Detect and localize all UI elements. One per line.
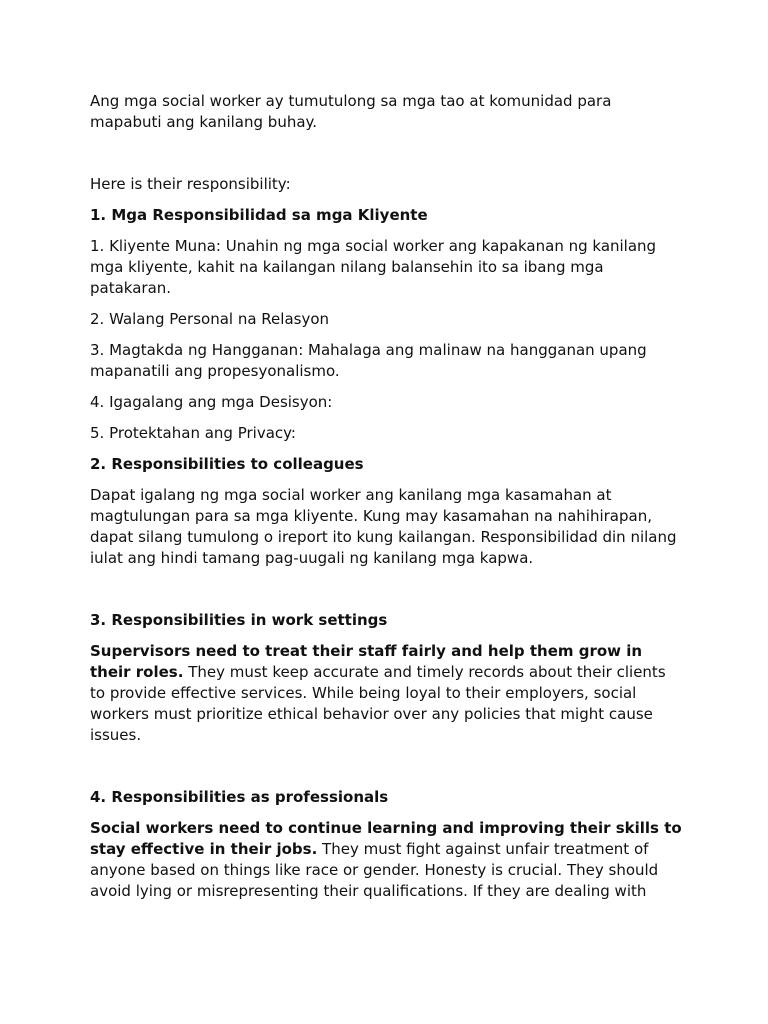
spacer [90,143,682,174]
spacer [90,756,682,787]
section-1-item: 1. Kliyente Muna: Unahin ng mga social worker ang kapakanan ng kanilang mga kliyente, kahit na kailangan nilang balansehin ito sa ibang mga patakaran. [90,237,657,297]
section-4-paragraph [90,818,682,902]
section-4-heading: 4. Responsibilities as professionals [90,788,389,806]
section-3-body: They must keep accurate and timely records about their clients to provide effective services. While being loyal to their employers, social workers must prioritize ethical behavior over any policies that might cause issues. [90,663,666,744]
section-1-item: 3. Magtakda ng Hangganan: Mahalaga ang malinaw na hangganan upang mapanatili ang propesyonalismo. [90,341,647,380]
section-1-item: 2. Walang Personal na Relasyon [90,310,330,328]
section-1-heading: 1. Mga Responsibilidad sa mga Kliyente [90,206,428,224]
section-2-heading: 2. Responsibilities to colleagues [90,455,364,473]
section-1-item: 4. Igagalang ang mga Desisyon: [90,393,333,411]
section-4-bold-lead: Social workers need to continue learning and improving their skills to stay effective in their jobs. [90,819,682,858]
section-3-bold-lead: Supervisors need to treat their staff fairly and help them grow in their roles. [90,642,643,681]
document-page [90,91,682,912]
section-3-heading: 3. Responsibilities in work settings [90,611,388,629]
section-2-body: Dapat igalang ng mga social worker ang kanilang mga kasamahan at magtulungan para sa mga kliyente. Kung may kasamahan na nahihirapan, dapat silang tumulong o ireport ito kung kailangan. Responsibilidad din nilang iulat ang hindi tamang pag-uugali ng kanilang mga kapwa. [90,486,677,567]
section-1-item: 5. Protektahan ang Privacy: [90,424,296,442]
section-3-paragraph [90,641,682,746]
lead-paragraph: Here is their responsibility: [90,175,291,193]
intro-paragraph: Ang mga social worker ay tumutulong sa mga tao at komunidad para mapabuti ang kanilang buhay. [90,92,612,131]
section-4-body: They must fight against unfair treatment of anyone based on things like race or gender. Honesty is crucial. They should avoid lying or misrepresenting their qualifications. If they are dealing with [90,840,659,900]
spacer [90,579,682,610]
